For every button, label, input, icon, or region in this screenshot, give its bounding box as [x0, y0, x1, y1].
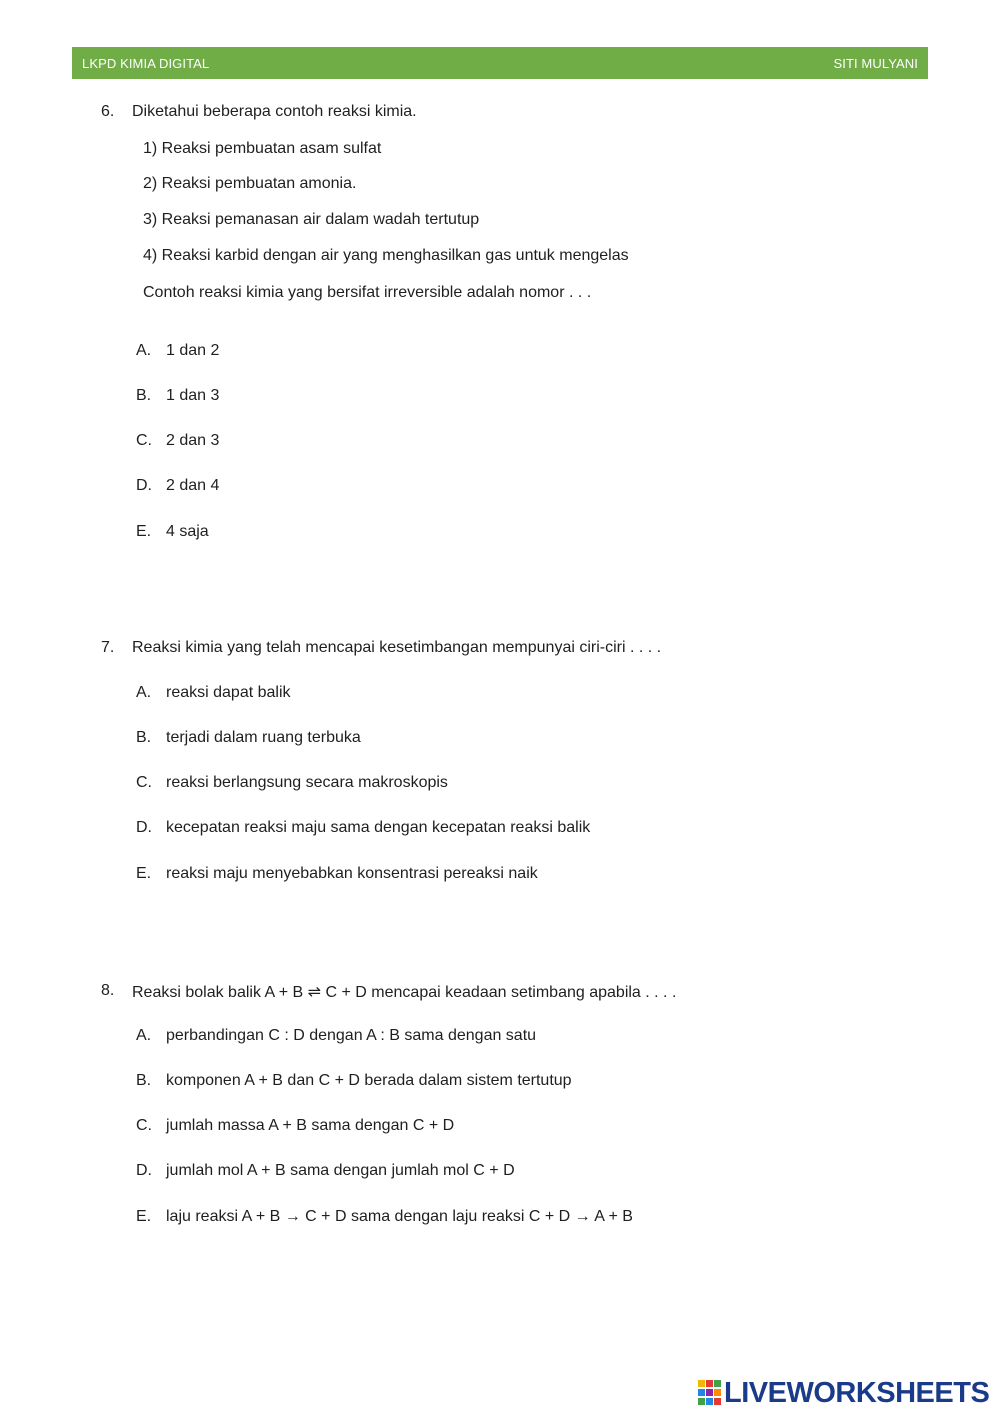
option-letter: A. [136, 684, 152, 701]
option-text: 1 dan 2 [166, 342, 220, 359]
list-item: 2) Reaksi pembuatan amonia. [143, 175, 357, 192]
question-number: 8. [101, 982, 115, 999]
option-text: reaksi maju menyebabkan konsentrasi pereaksi naik [166, 865, 538, 882]
liveworksheets-brand[interactable] [698, 1376, 989, 1410]
option-letter: A. [136, 1027, 152, 1044]
option-text: 2 dan 3 [166, 432, 220, 449]
option-text: 2 dan 4 [166, 477, 220, 494]
list-item: 1) Reaksi pembuatan asam sulfat [143, 140, 382, 157]
option-text: perbandingan C : D dengan A : B sama dengan satu [166, 1027, 537, 1044]
option-text: terjadi dalam ruang terbuka [166, 729, 361, 746]
option-text: komponen A + B dan C + D berada dalam sistem tertutup [166, 1072, 572, 1089]
option-letter: C. [136, 774, 152, 791]
option-letter: D. [136, 819, 152, 836]
option-letter: B. [136, 1072, 152, 1089]
question-stem: Reaksi kimia yang telah mencapai kesetimbangan mempunyai ciri-ciri . . . . [132, 639, 662, 656]
list-item: 3) Reaksi pemanasan air dalam wadah tertutup [143, 211, 480, 228]
header-author: SITI MULYANI [833, 55, 918, 71]
option-letter: C. [136, 432, 152, 449]
option-letter: E. [136, 865, 152, 882]
option-letter: E. [136, 523, 152, 540]
page-header [72, 47, 928, 79]
option-text: kecepatan reaksi maju sama dengan kecepatan reaksi balik [166, 819, 591, 836]
header-title: LKPD KIMIA DIGITAL [82, 55, 210, 71]
option-text: 4 saja [166, 523, 209, 540]
option-text: laju reaksi A + B → C + D sama dengan laju reaksi C + D → A + B [166, 1208, 633, 1225]
question-stem: Diketahui beberapa contoh reaksi kimia. [132, 103, 417, 120]
option-text: jumlah mol A + B sama dengan jumlah mol C + D [166, 1162, 515, 1179]
liveworksheets-logo-icon [698, 1380, 722, 1406]
option-letter: A. [136, 342, 152, 359]
option-letter: D. [136, 477, 152, 494]
option-letter: C. [136, 1117, 152, 1134]
option-text: reaksi berlangsung secara makroskopis [166, 774, 448, 791]
option-text: reaksi dapat balik [166, 684, 291, 701]
option-letter: B. [136, 729, 152, 746]
brand-name: LIVEWORKSHEETS [724, 1376, 990, 1409]
question-stem: Reaksi bolak balik A + B ⇌ C + D mencapai keadaan setimbang apabila . . . . [132, 984, 677, 1001]
question-number: 6. [101, 103, 115, 120]
option-letter: E. [136, 1208, 152, 1225]
option-letter: B. [136, 387, 152, 404]
option-text: 1 dan 3 [166, 387, 220, 404]
question-number: 7. [101, 639, 115, 656]
list-item: 4) Reaksi karbid dengan air yang menghasilkan gas untuk mengelas [143, 247, 629, 264]
option-text: jumlah massa A + B sama dengan C + D [166, 1117, 455, 1134]
question-prompt: Contoh reaksi kimia yang bersifat irreversible adalah nomor . . . [143, 284, 592, 301]
option-letter: D. [136, 1162, 152, 1179]
